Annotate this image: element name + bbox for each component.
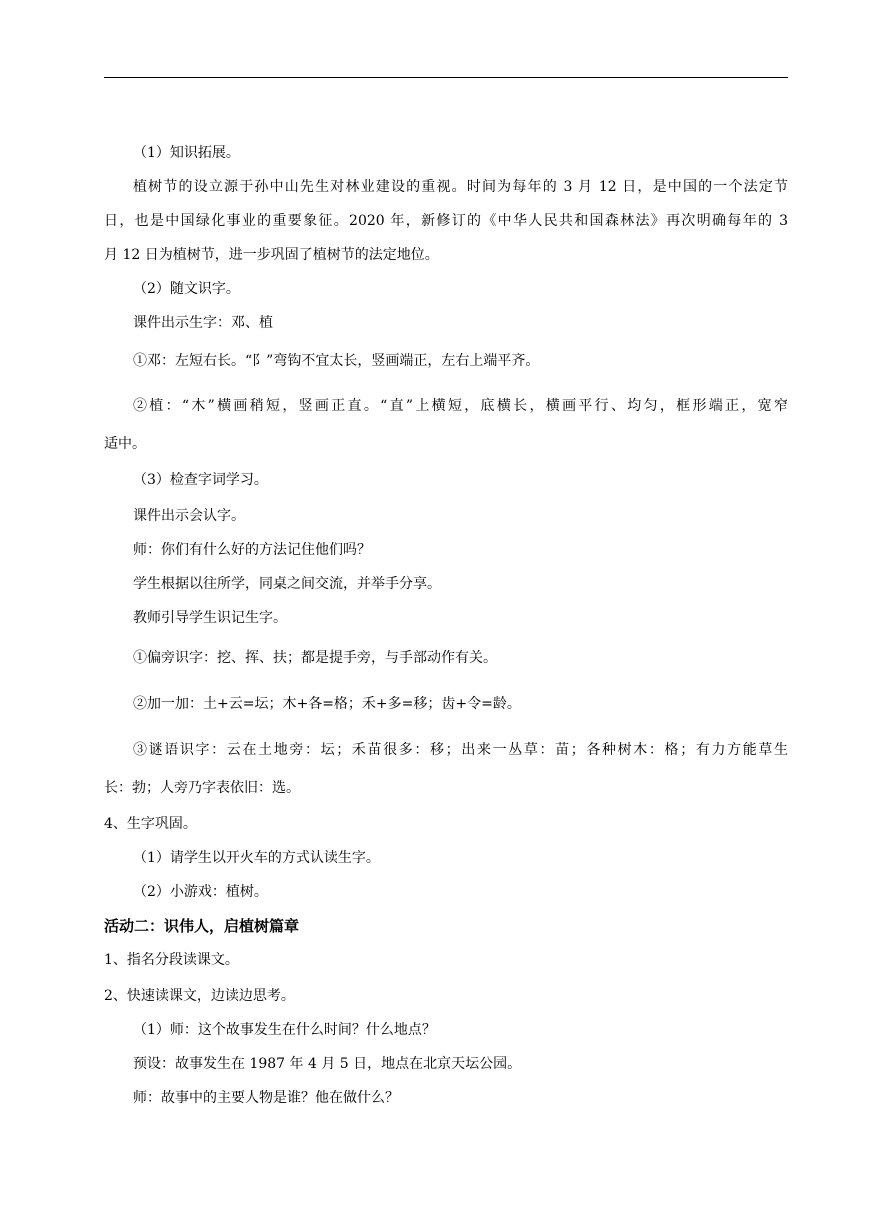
text-line: 师：你们有什么好的方法记住他们吗？: [133, 542, 371, 558]
text-line: ②加一加：土+云=坛；木+各=格；禾+多=移；齿+令=龄。: [133, 696, 521, 712]
text-line: （2）小游戏：植树。: [133, 884, 268, 900]
text-line: 预设：故事发生在 1987 年 4 月 5 日，地点在北京天坛公园。: [133, 1056, 522, 1072]
text-line: 4、生字巩固。: [104, 816, 197, 832]
text-line: （1）知识拓展。: [133, 145, 240, 161]
text-line: 教师引导学生识记生字。: [133, 610, 287, 626]
header-rule: [104, 77, 788, 78]
text-line: 月 12 日为植树节，进一步巩固了植树节的法定地位。: [104, 247, 439, 263]
text-line: ①偏旁识字：挖、挥、扶；都是提手旁，与手部动作有关。: [133, 650, 497, 666]
text-line: 适中。: [104, 436, 146, 452]
text-line: 日，也是中国绿化事业的重要象征。2020 年，新修订的《中华人民共和国森林法》再次明确每年的 3: [104, 213, 788, 229]
text-line: ②植：“木”横画稍短，竖画正直。“直”上横短，底横长，横画平行、均匀，框形端正，宽窄: [133, 398, 788, 414]
text-line: 学生根据以往所学，同桌之间交流，并举手分享。: [133, 576, 441, 592]
text-line: 师：故事中的主要人物是谁？他在做什么？: [133, 1090, 399, 1106]
text-line: （1）师：这个故事发生在什么时间？什么地点？: [133, 1022, 436, 1038]
text-line: 长：勃；人旁乃字表依旧：选。: [104, 780, 300, 796]
text-line: 2、快速读课文，边读边思考。: [104, 988, 295, 1004]
text-line: （3）检查字词学习。: [133, 472, 268, 488]
text-line: ①邓：左短右长。“阝”弯钩不宜太长，竖画端正，左右上端平齐。: [133, 353, 540, 369]
section-heading: 活动二：识伟人，启植树篇章: [104, 917, 300, 935]
text-line: 课件出示会认字。: [133, 508, 245, 524]
text-line: （1）请学生以开火车的方式认读生字。: [133, 850, 380, 866]
text-line: 课件出示生字：邓、植: [133, 315, 273, 331]
text-line: （2）随文识字。: [133, 281, 240, 297]
text-line: 1、指名分段读课文。: [104, 952, 239, 968]
text-line: 植树节的设立源于孙中山先生对林业建设的重视。时间为每年的 3 月 12 日，是中国的一个法定节: [133, 179, 788, 195]
text-line: ③谜语识字：云在土地旁：坛；禾苗很多：移；出来一丛草：苗；各种树木：格；有力方能草生: [133, 742, 788, 758]
